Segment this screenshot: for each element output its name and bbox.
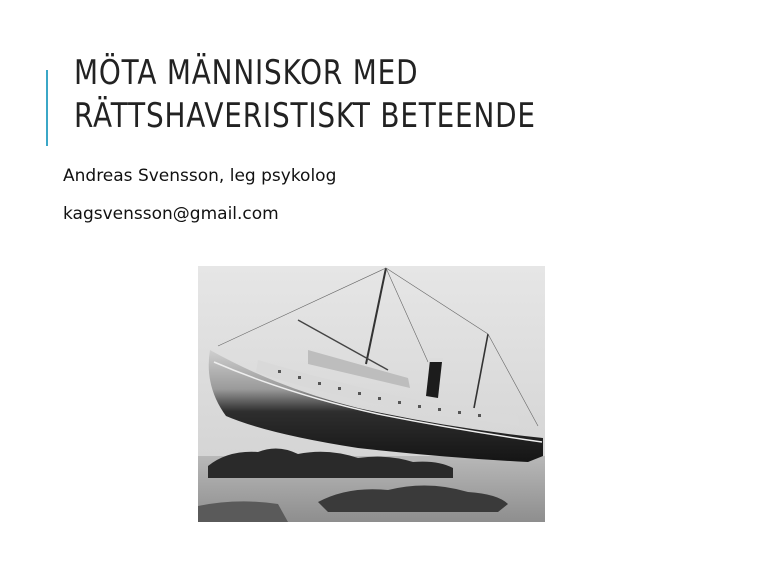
slide-title	[74, 52, 615, 138]
email-line: kagsvensson@gmail.com	[63, 204, 279, 224]
title-line-1: MÖTA MÄNNISKOR MED	[74, 53, 419, 93]
author-line: Andreas Svensson, leg psykolog	[63, 166, 337, 186]
accent-bar	[46, 70, 48, 146]
ship-aground-photo	[198, 266, 545, 522]
title-line-2: RÄTTSHAVERISTISKT BETEENDE	[74, 96, 536, 136]
